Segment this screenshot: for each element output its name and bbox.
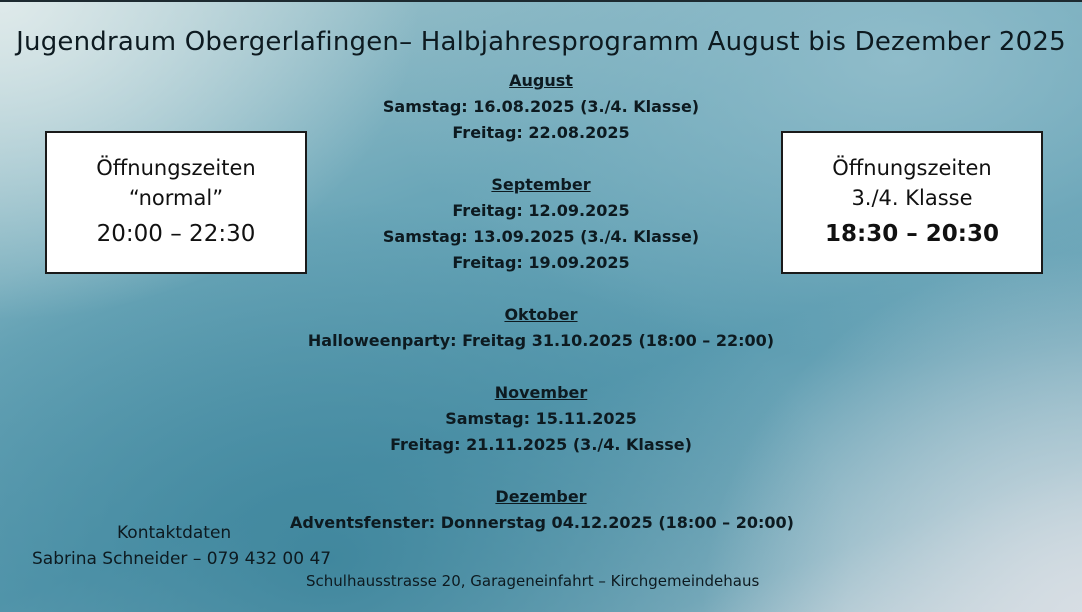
page-title: Jugendraum Obergerlafingen– Halbjahresprogramm August bis Dezember 2025 (16, 27, 1066, 57)
contact-person: Sabrina Schneider – 079 432 00 47 (32, 549, 332, 569)
program-entry: Adventsfenster: Donnerstag 04.12.2025 (18:00 – 20:00) (290, 513, 794, 532)
opening-hours-normal-box (45, 131, 307, 274)
opening-hours-label: Öffnungszeiten (96, 156, 256, 180)
program-entry: Samstag: 15.11.2025 (445, 409, 637, 428)
opening-hours-label: Öffnungszeiten (832, 156, 992, 180)
top-border (0, 0, 1082, 2)
opening-hours-class-box (781, 131, 1043, 274)
program-entry: Freitag: 12.09.2025 (452, 201, 630, 220)
program-entry: Halloweenparty: Freitag 31.10.2025 (18:00 – 22:00) (307, 331, 775, 350)
program-entry: Samstag: 16.08.2025 (3./4. Klasse) (382, 97, 700, 116)
opening-hours-time: 20:00 – 22:30 (96, 221, 256, 247)
month-heading: Dezember (495, 487, 587, 506)
opening-hours-group: 3./4. Klasse (851, 186, 973, 210)
month-heading: November (494, 383, 588, 402)
address: Schulhausstrasse 20, Garageneinfahrt – Kirchgemeindehaus (306, 572, 760, 590)
opening-hours-time: 18:30 – 20:30 (825, 221, 999, 247)
month-heading: Oktober (504, 305, 578, 324)
contact-heading: Kontaktdaten (117, 523, 232, 543)
program-schedule (290, 68, 792, 536)
program-entry: Samstag: 13.09.2025 (3./4. Klasse) (382, 227, 700, 246)
program-entry: Freitag: 22.08.2025 (452, 123, 630, 142)
program-entry: Freitag: 21.11.2025 (3./4. Klasse) (390, 435, 692, 454)
month-heading: August (509, 71, 573, 90)
program-entry: Freitag: 19.09.2025 (452, 253, 630, 272)
opening-hours-group: “normal” (128, 186, 224, 210)
month-heading: September (491, 175, 591, 194)
